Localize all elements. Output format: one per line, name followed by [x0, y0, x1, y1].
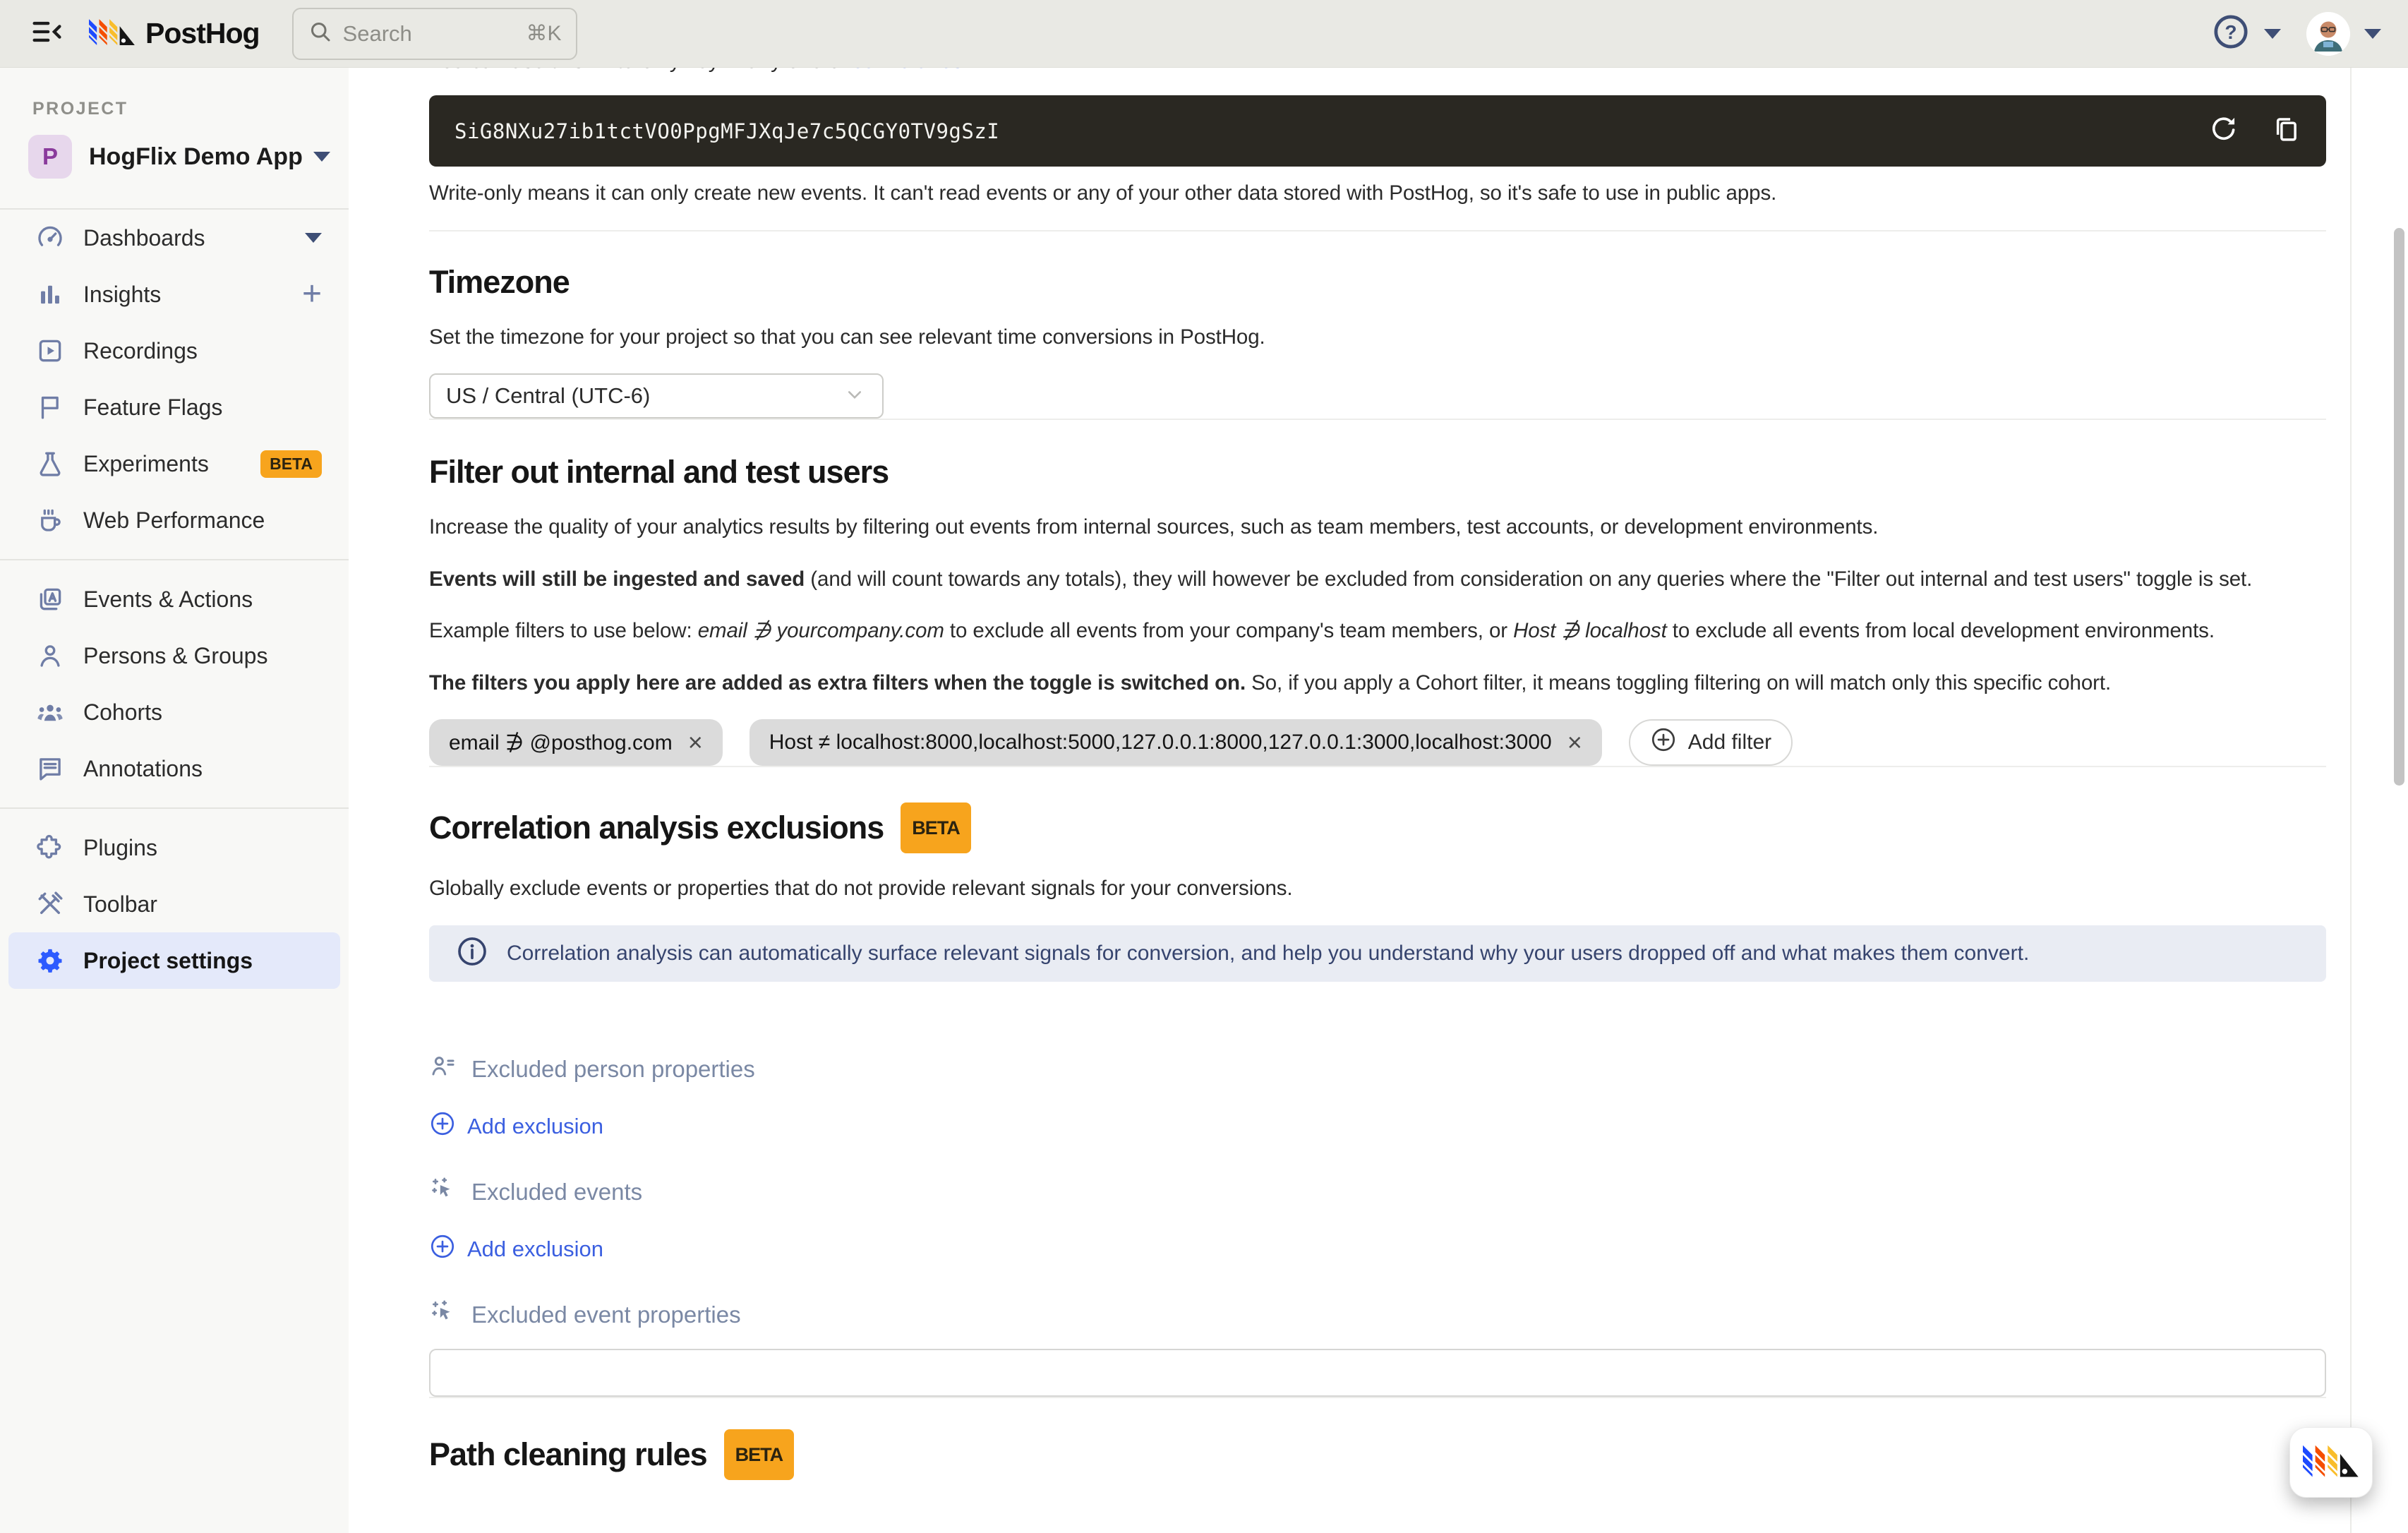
sidebar-item-feature-flags[interactable]	[8, 379, 340, 435]
sidebar-item-label: Project settings	[83, 947, 253, 973]
sidebar-item-experiments[interactable]	[8, 435, 340, 492]
coffee-icon	[34, 505, 66, 535]
filter-users-p4	[429, 668, 2326, 699]
filter-chip-email-label: email ∌ @posthog.com	[449, 731, 673, 755]
excluded-event-properties-input[interactable]	[429, 1349, 2326, 1397]
project-initial-badge: P	[28, 135, 72, 179]
sidebar-divider	[0, 807, 349, 809]
section-divider	[429, 766, 2326, 767]
project-switcher[interactable]	[28, 135, 330, 179]
help-circle-icon[interactable]	[2212, 13, 2250, 54]
posthog-logo[interactable]	[89, 16, 260, 52]
excluded-events-label: Excluded events	[471, 1178, 643, 1205]
posthog-floating-button[interactable]	[2289, 1427, 2373, 1498]
filter-users-p1: Increase the quality of your analytics results by filtering out events from internal sources, such as team members, test accounts, or development environments.	[429, 515, 1879, 539]
sidebar-item-insights[interactable]	[8, 266, 340, 323]
gear-icon	[34, 946, 66, 975]
section-divider	[429, 419, 2326, 420]
sidebar-item-label: Feature Flags	[83, 394, 223, 420]
gauge-icon	[34, 223, 66, 253]
excluded-events-heading	[429, 1175, 2326, 1209]
help-dropdown-caret[interactable]	[2264, 29, 2281, 39]
correlation-title: Correlation analysis exclusions	[429, 810, 884, 846]
sidebar-item-persons-groups[interactable]	[8, 627, 340, 684]
person-property-icon	[429, 1052, 457, 1086]
sidebar	[0, 68, 349, 1533]
plus-circle-icon	[429, 1110, 456, 1143]
add-filter-button[interactable]	[1629, 719, 1793, 766]
sidebar-item-right	[301, 275, 322, 313]
beta-badge: BETA	[260, 450, 322, 478]
filter-chip-host[interactable]	[750, 719, 1602, 766]
collapse-menu-icon	[28, 13, 65, 54]
filter-users-p3	[429, 615, 2326, 647]
section-divider	[429, 230, 2326, 232]
puzzle-icon	[34, 833, 66, 862]
filter-chip-host-label: Host ≠ localhost:8000,localhost:5000,127.0.0.1:8000,127.0.0.1:3000,localhost:3000	[769, 731, 1552, 754]
collapse-sidebar-button[interactable]	[28, 13, 65, 54]
events-icon	[34, 584, 66, 614]
api-key-actions	[2209, 114, 2301, 148]
path-cleaning-title: Path cleaning rules	[429, 1436, 707, 1472]
add-event-exclusion-button[interactable]	[429, 1233, 603, 1266]
sidebar-item-label: Experiments	[83, 450, 209, 476]
search-placeholder: Search	[342, 20, 412, 46]
sidebar-nav	[0, 210, 349, 989]
person-icon	[34, 641, 66, 671]
top-bar	[0, 0, 2408, 68]
filter-users-p3-prefix: Example filters to use below:	[429, 619, 698, 642]
timezone-select[interactable]	[429, 373, 884, 419]
sidebar-item-label: Recordings	[83, 337, 198, 363]
sidebar-item-toolbar[interactable]	[8, 876, 340, 932]
sidebar-item-label: Dashboards	[83, 224, 205, 251]
add-filter-label: Add filter	[1687, 731, 1772, 754]
beta-badge: BETA	[724, 1429, 795, 1480]
filter-users-p2-rest: (and will count towards any totals), they will however be excluded from consideration on any queries where the "Filter out internal and test users" toggle is set.	[805, 567, 2253, 591]
posthog-logo-icon	[89, 16, 136, 52]
path-cleaning-title-row	[429, 1429, 2326, 1480]
write-only-note: Write-only means it can only create new events. It can't read events or any of your other data stored with PostHog, so it's safe to use in public apps.	[429, 181, 1777, 205]
add-person-property-exclusion-button[interactable]	[429, 1110, 603, 1143]
excluded-person-properties-heading	[429, 1052, 2326, 1086]
flag-icon	[34, 392, 66, 422]
timezone-selected-value: US / Central (UTC-6)	[446, 383, 651, 408]
sidebar-item-label: Insights	[83, 281, 162, 307]
timezone-title: Timezone	[429, 263, 570, 300]
sidebar-item-cohorts[interactable]	[8, 684, 340, 740]
bar-chart-icon	[34, 279, 66, 309]
sidebar-item-recordings[interactable]	[8, 323, 340, 379]
posthog-logo-text: PostHog	[145, 17, 260, 49]
project-switcher-caret	[313, 152, 330, 162]
sidebar-divider	[0, 559, 349, 560]
new-insight-plus-icon[interactable]: +	[301, 275, 322, 313]
filter-example-host: Host ∌ localhost	[1513, 619, 1667, 642]
chevron-down-icon[interactable]	[305, 233, 322, 243]
user-menu-caret[interactable]	[2364, 29, 2381, 39]
filter-users-p4-bold: The filters you apply here are added as extra filters when the toggle is switched on.	[429, 671, 1246, 695]
search-icon	[308, 19, 333, 48]
body-row	[0, 68, 2408, 1533]
event-cursor-icon	[429, 1298, 457, 1332]
filter-users-p2	[429, 564, 2326, 595]
search-shortcut: ⌘K	[526, 22, 562, 45]
sidebar-item-annotations[interactable]	[8, 740, 340, 797]
timezone-description: Set the timezone for your project so that you can see relevant time conversions in PostHog.	[429, 325, 1265, 349]
api-key-block	[429, 95, 2326, 167]
sidebar-item-label: Plugins	[83, 834, 157, 860]
add-exclusion-label: Add exclusion	[467, 1236, 604, 1261]
user-avatar[interactable]	[2306, 12, 2350, 56]
filter-users-title: Filter out internal and test users	[429, 454, 889, 490]
posthog-logo-icon	[2303, 1441, 2359, 1484]
close-icon[interactable]: ×	[1567, 728, 1582, 757]
sidebar-item-project-settings[interactable]	[8, 932, 340, 989]
filter-users-p3-suffix: to exclude all events from local development environments.	[1666, 619, 2215, 642]
correlation-info-banner	[429, 925, 2326, 982]
topbar-right	[2212, 12, 2381, 56]
filter-chips-row	[429, 719, 2326, 766]
project-name: HogFlix Demo App	[89, 143, 303, 170]
sidebar-item-events-actions[interactable]	[8, 571, 340, 627]
flask-icon	[34, 449, 66, 479]
sidebar-item-label: Annotations	[83, 755, 203, 781]
refresh-icon[interactable]	[2209, 114, 2239, 148]
info-icon	[456, 935, 488, 971]
correlation-description: Globally exclude events or properties that do not provide relevant signals for your conversions.	[429, 877, 1293, 900]
excluded-event-properties-heading	[429, 1298, 2326, 1332]
plus-circle-icon	[429, 1233, 456, 1266]
excluded-person-properties-label: Excluded person properties	[471, 1055, 755, 1082]
sidebar-item-dashboards[interactable]	[8, 210, 340, 266]
add-exclusion-label: Add exclusion	[467, 1113, 604, 1138]
search-input[interactable]	[292, 8, 577, 60]
main-content	[349, 68, 2408, 1533]
annotation-icon	[34, 754, 66, 783]
correlation-info-text: Correlation analysis can automatically surface relevant signals for conversion, and help you understand why your users dropped off and what makes them convert.	[507, 941, 2030, 965]
cohorts-icon	[34, 697, 66, 727]
tools-icon	[34, 889, 66, 919]
copy-icon[interactable]	[2271, 114, 2301, 148]
excluded-event-properties-label: Excluded event properties	[471, 1301, 741, 1328]
sidebar-item-web-performance[interactable]	[8, 492, 340, 548]
sidebar-item-label: Toolbar	[83, 891, 157, 917]
beta-badge: BETA	[901, 802, 971, 853]
svg-text:?: ?	[2225, 20, 2237, 43]
sidebar-item-right	[260, 450, 322, 478]
sidebar-item-label: Events & Actions	[83, 586, 253, 612]
filter-example-email: email ∌ yourcompany.com	[697, 619, 944, 642]
filter-users-p4-rest: So, if you apply a Cohort filter, it means toggling filtering on will match only this specific cohort.	[1246, 671, 2112, 695]
plus-circle-icon	[1650, 726, 1677, 759]
sidebar-item-label: Persons & Groups	[83, 642, 268, 668]
api-key-value: SiG8NXu27ib1tctVO0PpgMFJXqJe7c5QCGY0TV9gSzI	[454, 119, 1000, 143]
play-icon	[34, 336, 66, 366]
event-cursor-icon	[429, 1175, 457, 1209]
sidebar-item-right	[305, 233, 322, 243]
section-divider	[429, 1397, 2326, 1398]
sidebar-item-plugins[interactable]	[8, 819, 340, 876]
chevron-down-icon	[843, 383, 867, 410]
filter-chip-email[interactable]	[429, 719, 723, 766]
close-icon[interactable]: ×	[687, 728, 703, 757]
sidebar-item-label: Cohorts	[83, 699, 163, 725]
sidebar-item-label: Web Performance	[83, 507, 265, 533]
filter-users-p2-bold: Events will still be ingested and saved	[429, 567, 805, 591]
correlation-title-row	[429, 802, 2326, 853]
project-section-label: PROJECT	[32, 99, 128, 119]
vertical-scrollbar[interactable]	[2394, 228, 2404, 786]
filter-users-p3-mid: to exclude all events from your company's team members, or	[944, 619, 1514, 642]
